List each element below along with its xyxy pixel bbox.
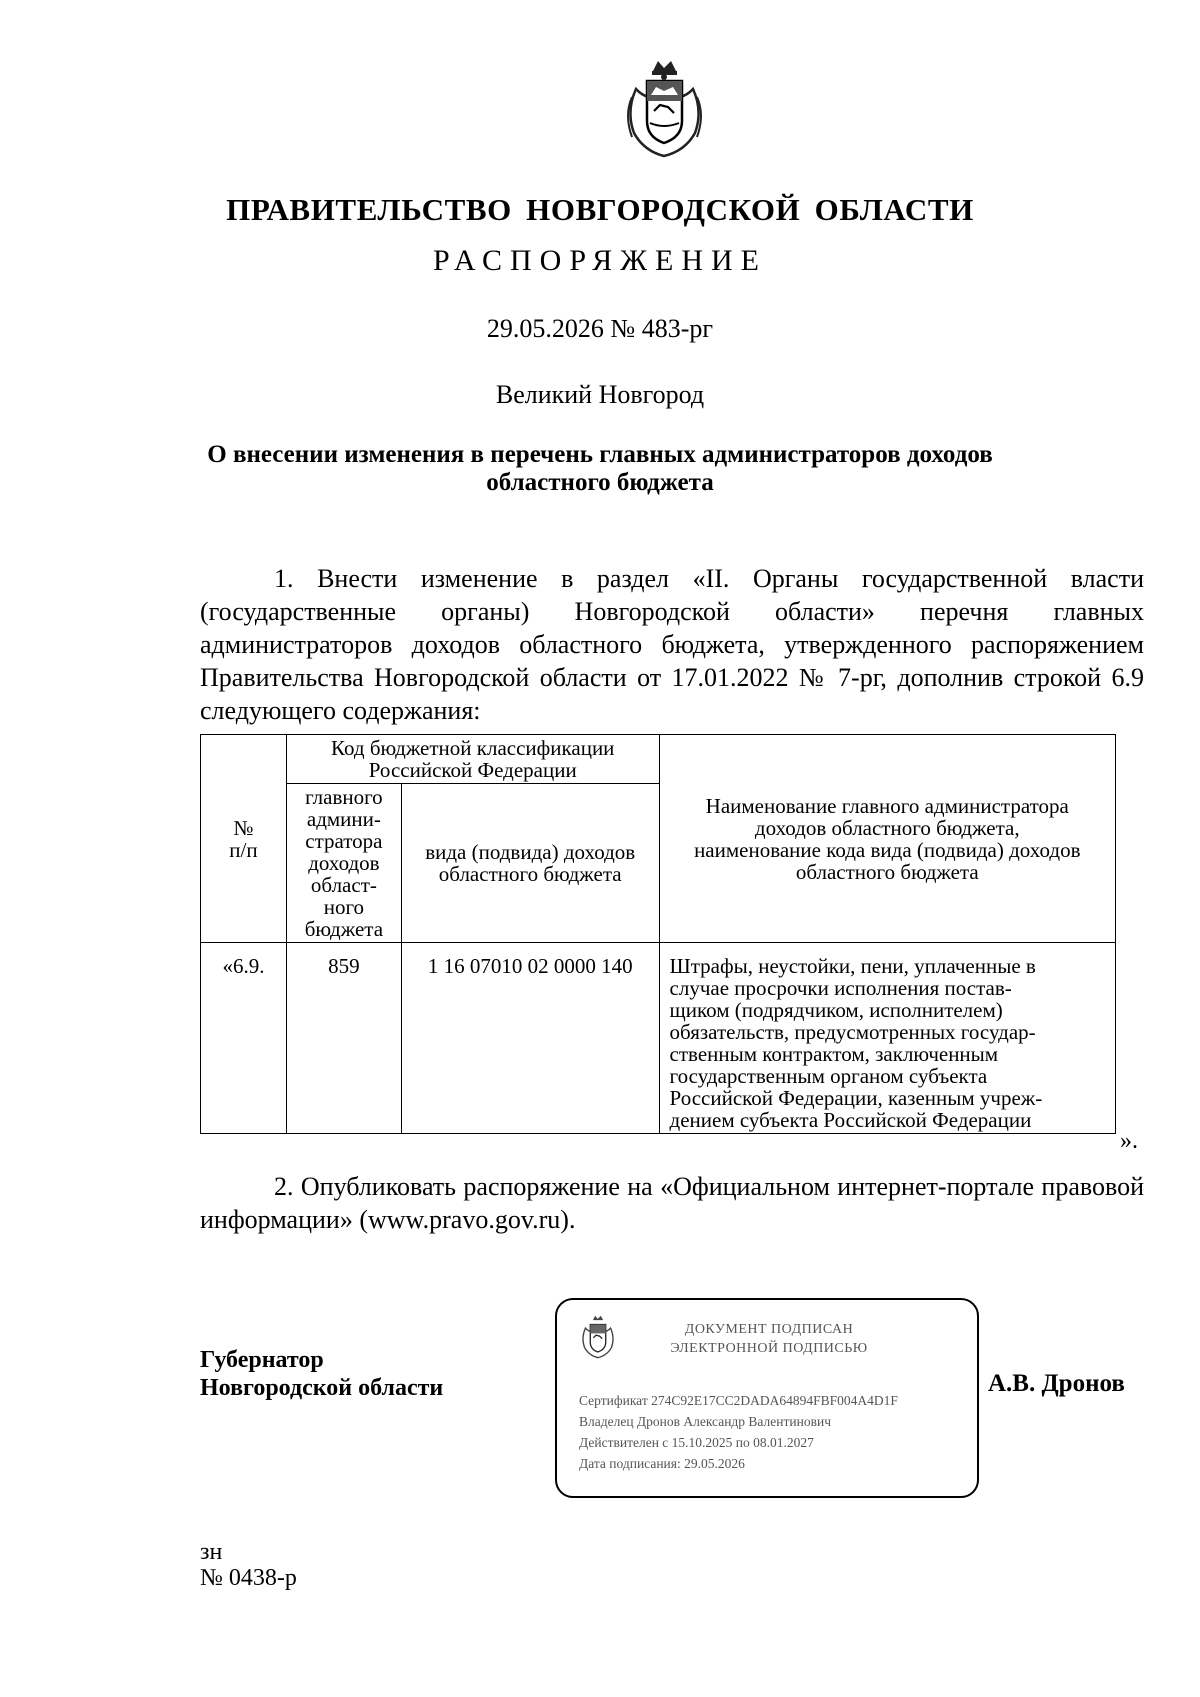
- row-income-code: 1 16 07010 02 0000 140: [401, 943, 659, 1134]
- header-line: Российской Федерации: [368, 758, 577, 782]
- reference-code: [200, 1539, 297, 1591]
- stamp-title: [557, 1320, 981, 1358]
- signatory-name: А.В. Дронов: [988, 1370, 1125, 1397]
- stamp-owner: Владелец Дронов Александр Валентинович: [579, 1414, 831, 1429]
- header-admin-code: [286, 784, 401, 943]
- subject-line: О внесении изменения в перечень главных администраторов доходов: [207, 441, 993, 468]
- subject-line: областного бюджета: [486, 469, 714, 496]
- row-name-line: Российской Федерации, казенным учреж-: [669, 1086, 1043, 1110]
- electronic-signature-stamp: [555, 1298, 979, 1498]
- header-line: админи-: [306, 807, 381, 831]
- row-num: «6.9.: [201, 943, 287, 1134]
- header-line: бюджета: [304, 917, 384, 941]
- header-line: областного бюджета: [438, 862, 622, 886]
- executor-initials: зн: [200, 1539, 223, 1565]
- row-name-line: случае просрочки исполнения постав-: [669, 976, 1012, 1000]
- table-row: [201, 943, 1116, 1134]
- header-line: доходов: [308, 851, 380, 875]
- header-line: областного бюджета: [795, 859, 979, 884]
- header-income-code: [401, 784, 659, 943]
- budget-table: [200, 734, 1116, 1134]
- row-name-line: щиком (подрядчиком, исполнителем): [669, 998, 1003, 1022]
- header-line: Код бюджетной классификации: [331, 736, 615, 760]
- header-name: [659, 735, 1115, 943]
- header-line: ного: [323, 895, 365, 919]
- closing-quote: ».: [1120, 1128, 1138, 1154]
- stamp-details: [579, 1390, 898, 1474]
- row-name-line: Штрафы, неустойки, пени, уплаченные в: [669, 954, 1036, 978]
- header-line: вида (подвида) доходов: [425, 840, 636, 864]
- document-subject: [200, 441, 1000, 497]
- novgorod-coat-of-arms-icon: [622, 57, 707, 159]
- header-line: област-: [310, 873, 377, 897]
- table-header-row: [201, 735, 1116, 784]
- row-name-line: дением субъекта Российской Федерации: [669, 1108, 1032, 1132]
- header-code-group: [286, 735, 659, 784]
- header-line: №: [233, 815, 254, 840]
- header-line: главного: [305, 785, 383, 809]
- row-admin-code: 859: [286, 943, 401, 1134]
- header-line: доходов областного бюджета,: [754, 815, 1020, 840]
- signatory-position: [200, 1346, 443, 1402]
- position-line: Новгородской области: [200, 1375, 444, 1401]
- document-date-number: 29.05.2026 № 483-рг: [486, 314, 714, 343]
- row-name: [659, 943, 1115, 1134]
- stamp-title-line: ЭЛЕКТРОННОЙ ПОДПИСЬЮ: [670, 1341, 868, 1356]
- row-name-line: государственным органом субъекта: [669, 1064, 988, 1088]
- position-line: Губернатор: [200, 1347, 324, 1373]
- registration-number: № 0438-р: [200, 1565, 297, 1591]
- stamp-signing-date: Дата подписания: 29.05.2026: [579, 1456, 745, 1471]
- document-city: Великий Новгород: [495, 380, 705, 409]
- header-line: Наименование главного администратора: [705, 793, 1069, 818]
- header-line: п/п: [229, 837, 258, 862]
- paragraph-2: 2. Опубликовать распоряжение на «Официальном интернет-портале правовой информации» (www.pravo.gov.ru).: [200, 1172, 1144, 1234]
- row-name-line: обязательств, предусмотренных государ-: [669, 1020, 1036, 1044]
- stamp-certificate: Сертификат 274C92E17CC2DADA64894FBF004A4D1F: [579, 1393, 898, 1408]
- stamp-title-line: ДОКУМЕНТ ПОДПИСАН: [684, 1322, 854, 1337]
- header-line: стратора: [305, 829, 383, 853]
- document-type: РАСПОРЯЖЕНИЕ: [432, 244, 768, 277]
- paragraph-1: 1. Внести изменение в раздел «II. Органы государственной власти (государственные органы) Новгородской области» перечня главных администраторов доходов областного бюджета, утвержденного распоряжением Правительства Новгородской области от 17.01.2022 № 7-рг, дополнив строкой 6.9 следующего содержания:: [200, 564, 1144, 725]
- header-line: наименование кода вида (подвида) доходов: [694, 837, 1081, 862]
- stamp-validity: Действителен с 15.10.2025 по 08.01.2027: [579, 1435, 814, 1450]
- government-name: ПРАВИТЕЛЬСТВО НОВГОРОДСКОЙ ОБЛАСТИ: [226, 192, 974, 227]
- row-name-line: ственным контрактом, заключенным: [669, 1042, 999, 1066]
- header-num: [201, 735, 287, 943]
